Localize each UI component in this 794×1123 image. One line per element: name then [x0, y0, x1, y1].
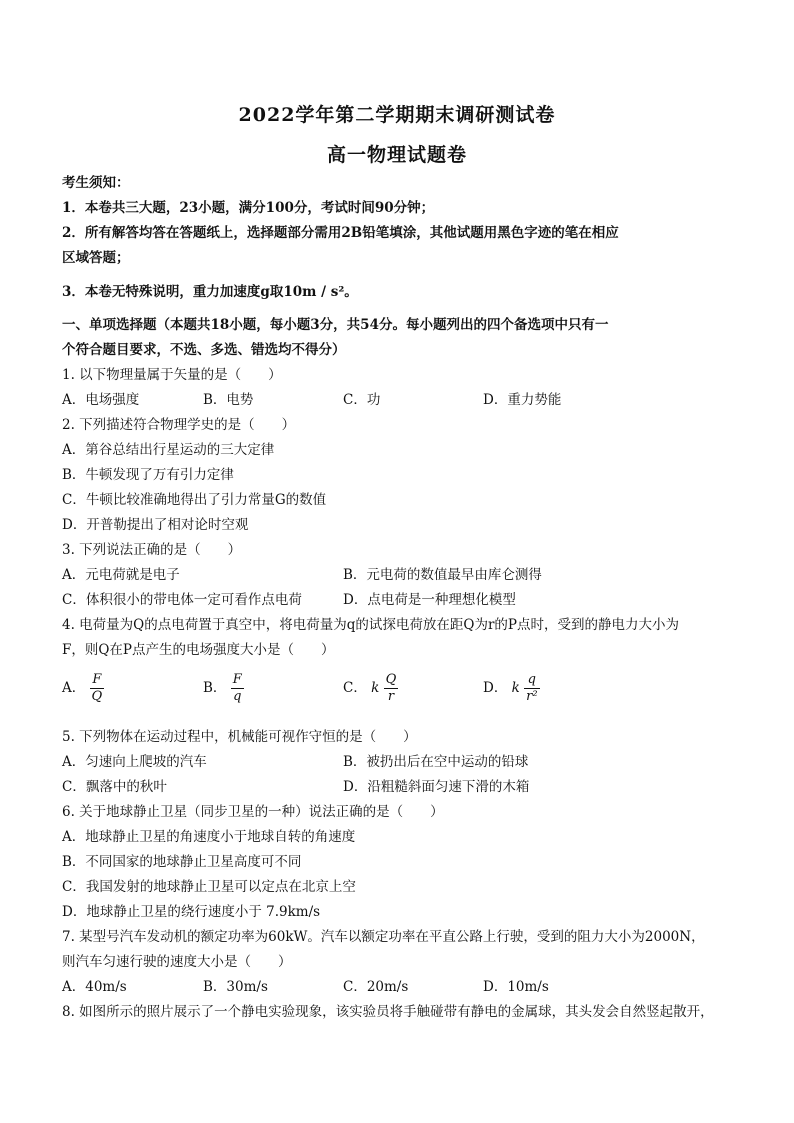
- question-1-option-c: C．功: [343, 392, 381, 408]
- question-6-option-a: A．地球静止卫星的角速度小于地球自转的角速度: [62, 829, 356, 845]
- denominator: q: [233, 689, 242, 704]
- option-label: B．: [203, 680, 227, 696]
- denominator: r²: [526, 689, 538, 704]
- numerator: F: [232, 672, 242, 687]
- question-1-stem: 1. 以下物理量属于矢量的是（ ）: [62, 367, 282, 383]
- exam-subtitle: 高一物理试题卷: [326, 144, 467, 166]
- question-4-stem-cont: F，则Q在P点产生的电场强度大小是（ ）: [62, 642, 335, 658]
- notice-heading: 考生须知：: [62, 175, 130, 191]
- question-7-option-a: A．40m/s: [62, 979, 127, 995]
- question-4-option-d: [483, 672, 540, 705]
- question-3-option-d: D．点电荷是一种理想化模型: [343, 592, 516, 608]
- option-label: A．: [62, 680, 86, 696]
- question-6-option-c: C．我国发射的地球静止卫星可以定点在北京上空: [62, 879, 356, 895]
- question-6-option-d: D．地球静止卫星的绕行速度小于 7.9km/s: [62, 904, 321, 920]
- question-3-option-a: A．元电荷就是电子: [62, 567, 180, 583]
- question-5-stem: 5. 下列物体在运动过程中，机械能可视作守恒的是（ ）: [62, 729, 417, 745]
- question-3-stem: 3. 下列说法正确的是（ ）: [62, 542, 242, 558]
- question-7-option-d: D．10m/s: [483, 979, 549, 995]
- option-label: D．: [483, 680, 508, 696]
- question-5-option-b: B．被扔出后在空中运动的铅球: [343, 754, 529, 770]
- question-4-option-c: [343, 672, 398, 705]
- question-7-stem-cont: 则汽车匀速行驶的速度大小是（ ）: [62, 954, 292, 970]
- question-6-option-b: B．不同国家的地球静止卫星高度可不同: [62, 854, 302, 870]
- question-3-option-b: B．元电荷的数值最早由库仑测得: [343, 567, 542, 583]
- question-5-option-c: C．飘落中的秋叶: [62, 779, 167, 795]
- question-5-option-a: A．匀速向上爬坡的汽车: [62, 754, 207, 770]
- notice-item-3: 3．本卷无特殊说明，重力加速度g取10m / s²。: [62, 284, 358, 300]
- question-3-option-c: C．体积很小的带电体一定可看作点电荷: [62, 592, 302, 608]
- question-2-stem: 2. 下列描述符合物理学史的是（ ）: [62, 417, 296, 433]
- question-2-option-c: C．牛顿比较准确地得出了引力常量G的数值: [62, 492, 327, 508]
- question-4-stem: 4. 电荷量为Q的点电荷置于真空中，将电荷量为q的试探电荷放在距Q为r的P点时，受到的静电力大小为: [62, 617, 679, 633]
- question-1-option-d: D．重力势能: [483, 392, 562, 408]
- section1-heading-line1: 一、单项选择题（本题共18小题，每小题3分，共54分。每小题列出的四个备选项中只有一: [62, 317, 609, 333]
- numerator: Q: [385, 672, 397, 687]
- question-8-stem: 8. 如图所示的照片展示了一个静电实验现象，该实验员将手触碰带有静电的金属球，其头发会自然竖起散开，: [62, 1004, 714, 1020]
- fraction: [384, 672, 399, 705]
- question-1-option-b: B．电势: [203, 392, 254, 408]
- section1-heading-line2: 个符合题目要求，不选、多选、错选均不得分）: [62, 342, 346, 358]
- numerator: q: [524, 672, 539, 689]
- question-7-option-c: C．20m/s: [343, 979, 409, 995]
- question-4-option-a: [62, 672, 104, 705]
- denominator: r: [387, 689, 395, 704]
- constant-k: k: [371, 680, 380, 696]
- fraction: [524, 672, 539, 705]
- question-7-stem: 7. 某型号汽车发动机的额定功率为60kW。汽车以额定功率在平直公路上行驶，受到的阻力大小为2000N，: [62, 929, 705, 945]
- question-2-option-a: A．第谷总结出行星运动的三大定律: [62, 442, 275, 458]
- question-5-option-d: D．沿粗糙斜面匀速下滑的木箱: [343, 779, 530, 795]
- fraction: [90, 672, 105, 705]
- fraction: [231, 672, 244, 705]
- numerator: F: [90, 672, 105, 689]
- notice-item-1: 1．本卷共三大题，23小题，满分100分，考试时间90分钟；: [62, 200, 435, 216]
- question-4-option-b: [203, 672, 244, 705]
- question-7-option-b: B．30m/s: [203, 979, 268, 995]
- question-2-option-d: D．开普勒提出了相对论时空观: [62, 517, 249, 533]
- exam-title: 2022学年第二学期期末调研测试卷: [238, 104, 556, 126]
- notice-item-2: 2．所有解答均答在答题纸上，选择题部分需用2B铅笔填涂，其他试题用黑色字迹的笔在相应: [62, 225, 619, 241]
- option-label: C．: [343, 680, 367, 696]
- denominator: Q: [91, 689, 103, 704]
- notice-item-2-cont: 区域答题；: [62, 250, 130, 266]
- question-1-option-a: A．电场强度: [62, 392, 140, 408]
- question-6-stem: 6. 关于地球静止卫星（同步卫星的一种）说法正确的是（ ）: [62, 804, 444, 820]
- question-2-option-b: B．牛顿发现了万有引力定律: [62, 467, 234, 483]
- constant-k: k: [511, 680, 520, 696]
